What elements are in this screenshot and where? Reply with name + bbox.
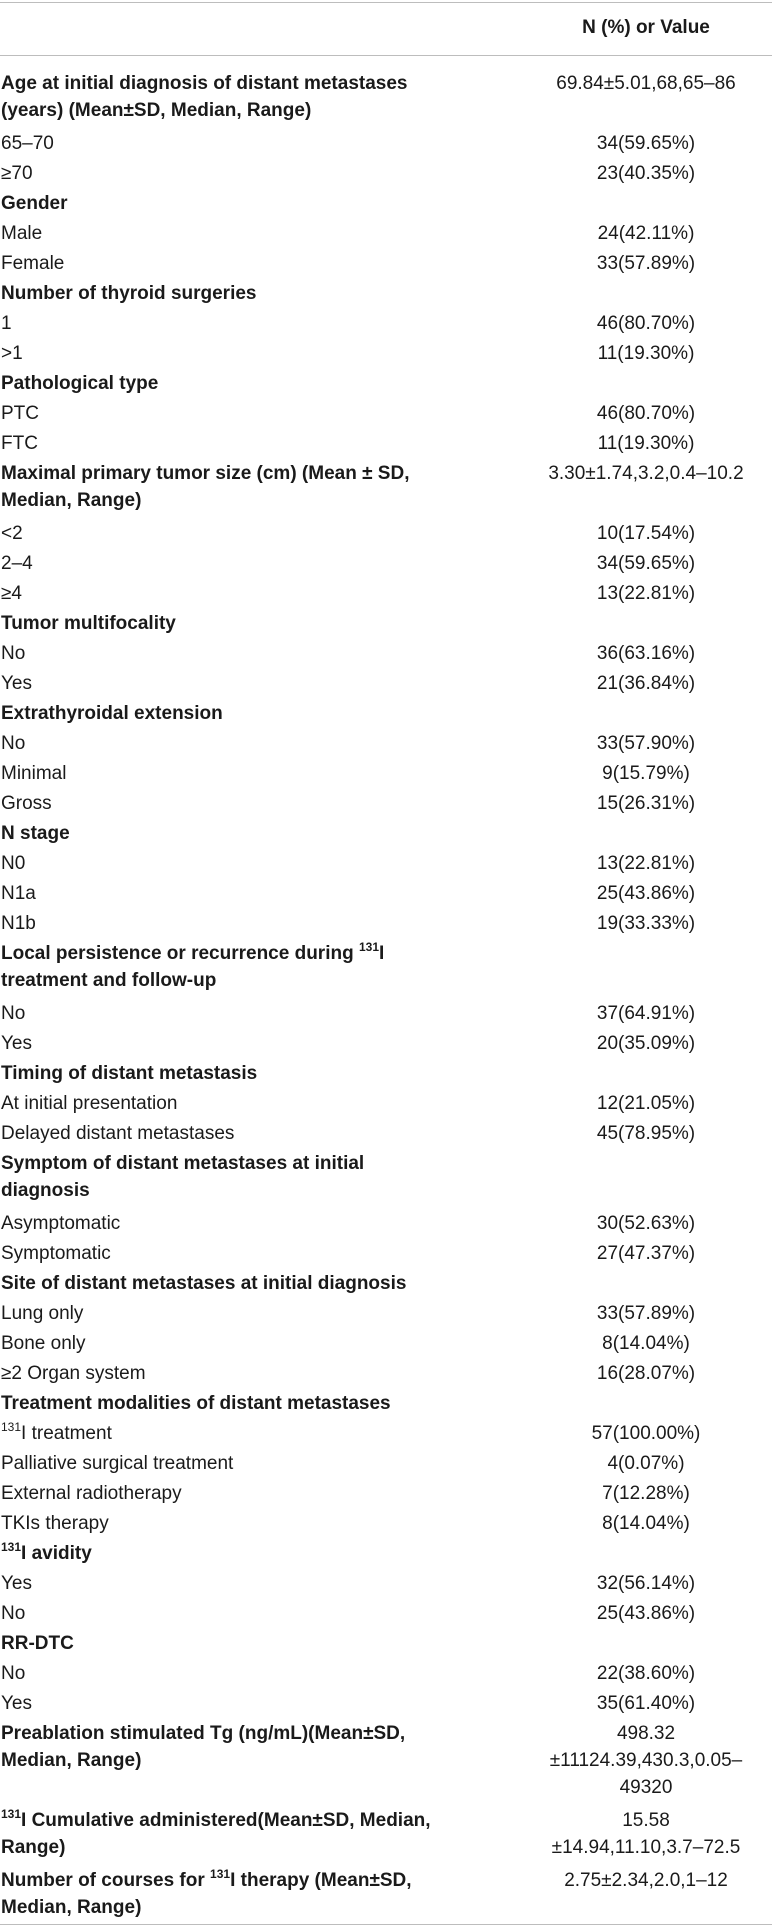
row-label: Yes bbox=[1, 1033, 32, 1054]
row-value: 3.30±1.74,3.2,0.4–10.2 bbox=[548, 463, 744, 484]
row-label: 1 bbox=[1, 313, 12, 334]
row-value: 498.32 bbox=[616, 1723, 676, 1744]
row-label: Bone only bbox=[1, 1333, 86, 1354]
row-label: No bbox=[1, 643, 26, 664]
row-label: Age at initial diagnosis of distant metastases bbox=[1, 73, 408, 94]
row-label: N1a bbox=[1, 883, 36, 904]
row-label: ≥4 bbox=[1, 583, 22, 604]
section-label: Treatment modalities of distant metastases bbox=[1, 1393, 391, 1414]
row-label: 2–4 bbox=[1, 553, 33, 574]
section-label: $^{131}$I avidity bbox=[1, 1539, 92, 1564]
section-label: Local persistence or recurrence during $^{131}$I bbox=[1, 939, 385, 964]
row-value: 15(26.31%) bbox=[596, 793, 696, 814]
section-label: treatment and follow-up bbox=[1, 970, 217, 991]
section-label: Gender bbox=[1, 193, 68, 214]
row-value: 49320 bbox=[619, 1777, 673, 1798]
row-value: 9(15.79%) bbox=[602, 763, 690, 784]
row-label: Delayed distant metastases bbox=[1, 1123, 235, 1144]
row-value: 12(21.05%) bbox=[596, 1093, 696, 1114]
row-label: No bbox=[1, 1603, 26, 1624]
row-label: Palliative surgical treatment bbox=[1, 1453, 234, 1474]
row-label: At initial presentation bbox=[1, 1093, 178, 1114]
row-value: 24(42.11%) bbox=[597, 223, 695, 244]
row-value: 45(78.95%) bbox=[596, 1123, 696, 1144]
row-label: <2 bbox=[1, 523, 23, 544]
section-label: Timing of distant metastasis bbox=[1, 1063, 258, 1084]
row-value: ±14.94,11.10,3.7–72.5 bbox=[551, 1837, 741, 1858]
section-label: Tumor multifocality bbox=[1, 613, 176, 634]
row-label: Gross bbox=[1, 793, 52, 814]
row-label: N0 bbox=[1, 853, 26, 874]
row-label: PTC bbox=[1, 403, 39, 424]
row-label: Lung only bbox=[1, 1303, 84, 1324]
row-value: 10(17.54%) bbox=[596, 523, 696, 544]
row-value: 34(59.65%) bbox=[596, 133, 696, 154]
row-label: Yes bbox=[1, 1573, 32, 1594]
row-label: (years) (Mean±SD, Median, Range) bbox=[1, 100, 312, 121]
row-label: Maximal primary tumor size (cm) (Mean ± SD, bbox=[1, 463, 410, 484]
section-label: Pathological type bbox=[1, 373, 159, 394]
section-label: Symptom of distant metastases at initial bbox=[1, 1153, 365, 1174]
row-value: 25(43.86%) bbox=[596, 1603, 696, 1624]
row-value: 21(36.84%) bbox=[596, 673, 696, 694]
row-value: 4(0.07%) bbox=[607, 1453, 685, 1474]
top-rule bbox=[0, 2, 772, 3]
row-label: FTC bbox=[1, 433, 38, 454]
row-value: 46(80.70%) bbox=[596, 313, 696, 334]
value-column-header: N (%) or Value bbox=[582, 17, 710, 38]
row-value: 11(19.30%) bbox=[597, 343, 695, 364]
row-label: >1 bbox=[1, 343, 23, 364]
row-value: 25(43.86%) bbox=[596, 883, 696, 904]
section-label: N stage bbox=[1, 823, 70, 844]
row-label: ≥2 Organ system bbox=[1, 1363, 146, 1384]
row-label: Median, Range) bbox=[1, 1897, 142, 1918]
row-value: 7(12.28%) bbox=[602, 1483, 690, 1504]
row-value: 22(38.60%) bbox=[596, 1663, 696, 1684]
row-label: $^{131}$I Cumulative administered(Mean±SD, Median, bbox=[1, 1806, 431, 1831]
row-label: No bbox=[1, 1003, 26, 1024]
row-value: 8(14.04%) bbox=[602, 1513, 690, 1534]
row-label: Female bbox=[1, 253, 65, 274]
section-label: RR-DTC bbox=[1, 1633, 74, 1654]
row-label: ≥70 bbox=[1, 163, 33, 184]
row-value: 37(64.91%) bbox=[596, 1003, 696, 1024]
row-label: TKIs therapy bbox=[1, 1513, 109, 1534]
section-label: Number of thyroid surgeries bbox=[1, 283, 257, 304]
row-label: Symptomatic bbox=[1, 1243, 111, 1264]
section-label: Site of distant metastases at initial diagnosis bbox=[1, 1273, 407, 1294]
row-label: 65–70 bbox=[1, 133, 54, 154]
row-value: 33(57.90%) bbox=[596, 733, 696, 754]
row-value: 2.75±2.34,2.0,1–12 bbox=[564, 1870, 728, 1891]
row-value: 27(47.37%) bbox=[596, 1243, 696, 1264]
row-value: 23(40.35%) bbox=[596, 163, 696, 184]
row-value: ±11124.39,430.3,0.05– bbox=[549, 1750, 743, 1771]
row-label: $^{131}$I treatment bbox=[1, 1419, 112, 1444]
row-value: 69.84±5.01,68,65–86 bbox=[556, 73, 736, 94]
header-rule bbox=[0, 55, 772, 56]
section-label: diagnosis bbox=[1, 1180, 90, 1201]
row-label: Preablation stimulated Tg (ng/mL)(Mean±SD, bbox=[1, 1723, 406, 1744]
row-value: 15.58 bbox=[622, 1810, 670, 1831]
row-value: 13(22.81%) bbox=[596, 853, 696, 874]
row-value: 33(57.89%) bbox=[596, 253, 696, 274]
row-label: N1b bbox=[1, 913, 36, 934]
row-label: Asymptomatic bbox=[1, 1213, 121, 1234]
row-value: 35(61.40%) bbox=[596, 1693, 696, 1714]
row-value: 33(57.89%) bbox=[596, 1303, 696, 1324]
row-label: Yes bbox=[1, 673, 32, 694]
row-value: 16(28.07%) bbox=[596, 1363, 696, 1384]
row-label: Male bbox=[1, 223, 43, 244]
row-label: Number of courses for $^{131}$I therapy (Mean±SD, bbox=[1, 1866, 412, 1891]
row-label: No bbox=[1, 1663, 26, 1684]
row-label: Median, Range) bbox=[1, 490, 142, 511]
row-value: 34(59.65%) bbox=[596, 553, 696, 574]
row-value: 57(100.00%) bbox=[591, 1423, 701, 1444]
row-value: 20(35.09%) bbox=[596, 1033, 696, 1054]
row-label: External radiotherapy bbox=[1, 1483, 182, 1504]
row-value: 30(52.63%) bbox=[596, 1213, 696, 1234]
row-value: 13(22.81%) bbox=[596, 583, 696, 604]
section-label: Extrathyroidal extension bbox=[1, 703, 223, 724]
row-label: Range) bbox=[1, 1837, 66, 1858]
row-value: 8(14.04%) bbox=[602, 1333, 690, 1354]
row-value: 36(63.16%) bbox=[596, 643, 696, 664]
row-label: No bbox=[1, 733, 26, 754]
row-value: 46(80.70%) bbox=[596, 403, 696, 424]
row-value: 19(33.33%) bbox=[596, 913, 696, 934]
row-value: 11(19.30%) bbox=[597, 433, 695, 454]
row-label: Minimal bbox=[1, 763, 67, 784]
row-label: Median, Range) bbox=[1, 1750, 142, 1771]
row-value: 32(56.14%) bbox=[596, 1573, 696, 1594]
bottom-rule bbox=[0, 1924, 772, 1925]
row-label: Yes bbox=[1, 1693, 32, 1714]
